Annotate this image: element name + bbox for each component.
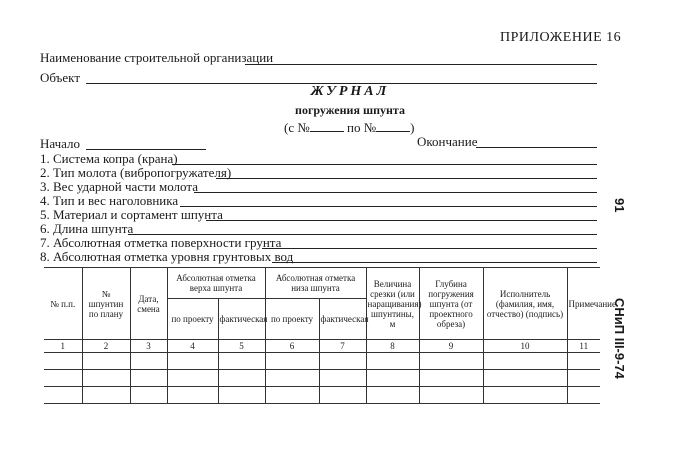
appendix-label: ПРИЛОЖЕНИЕ 16: [500, 30, 622, 45]
col-number: 3: [130, 340, 167, 353]
col-number: 11: [567, 340, 600, 353]
journal-title: ЖУРНАЛ: [310, 84, 390, 99]
item-4: 4. Тип и вес наголовника: [40, 193, 179, 208]
range-mid: по №: [347, 120, 377, 135]
col-number: 4: [167, 340, 218, 353]
header-top-group: Абсолютная отметка верха шпунта: [167, 268, 265, 299]
col-number: 7: [319, 340, 366, 353]
col-number: 9: [419, 340, 483, 353]
col-number: 6: [265, 340, 319, 353]
item-1-line[interactable]: [172, 164, 597, 165]
org-label: Наименование строительной организации: [40, 50, 274, 65]
side-page-number: 91: [612, 198, 627, 213]
col-number: 8: [366, 340, 419, 353]
header-bottom-design: по проекту: [265, 299, 319, 340]
col-number: 10: [483, 340, 567, 353]
header-top-design: по проекту: [167, 299, 218, 340]
col-number: 1: [44, 340, 82, 353]
header-depth: Глубина погружения шпунта (от проектного обреза): [419, 268, 483, 340]
header-date: Дата, смена: [130, 268, 167, 340]
col-number: 2: [82, 340, 130, 353]
item-5-line[interactable]: [206, 220, 597, 221]
journal-table: [44, 267, 616, 404]
journal-subtitle: погружения шпунта: [295, 103, 405, 117]
range-open: (с №: [284, 120, 310, 135]
item-4-line[interactable]: [180, 206, 597, 207]
item-2: 2. Тип молота (вибропогружателя): [40, 165, 232, 180]
item-7: 7. Абсолютная отметка поверхности грунта: [40, 235, 282, 250]
header-bottom-group: Абсолютная отметка низа шпунта: [265, 268, 366, 299]
range-from-blank[interactable]: [310, 120, 344, 132]
col-number: 5: [218, 340, 265, 353]
header-pile-num: № шпунтин по плану: [82, 268, 130, 340]
org-line[interactable]: [245, 64, 597, 65]
table-row: [44, 353, 600, 370]
item-5: 5. Материал и сортамент шпунта: [40, 207, 223, 222]
item-7-line[interactable]: [262, 248, 597, 249]
header-top-actual: фактическая: [218, 299, 265, 340]
end-label: Окончание: [417, 134, 478, 149]
header-num: № п.п.: [44, 268, 82, 340]
start-line[interactable]: [86, 149, 206, 150]
header-bottom-actual: фактическая: [319, 299, 366, 340]
header-note: Примечание: [567, 268, 600, 340]
item-3-line[interactable]: [194, 192, 597, 193]
item-3: 3. Вес ударной части молота: [40, 179, 198, 194]
item-1: 1. Система копра (крана): [40, 151, 178, 166]
header-cut: Величина срезки (или наращивания) шпунтины, м: [366, 268, 419, 340]
item-2-line[interactable]: [216, 178, 597, 179]
header-executor: Исполнитель (фамилия, имя, отчество) (подпись): [483, 268, 567, 340]
range-line: [284, 120, 414, 136]
item-6: 6. Длина шпунта: [40, 221, 134, 236]
range-to-blank[interactable]: [376, 120, 410, 132]
start-label: Начало: [40, 136, 81, 151]
range-close: ): [410, 120, 415, 135]
item-8: 8. Абсолютная отметка уровня грунтовых вод: [40, 249, 294, 264]
table-row: [44, 370, 600, 387]
end-line[interactable]: [476, 147, 597, 148]
object-label: Объект: [40, 70, 80, 85]
side-code: СНиП III-9-74: [612, 298, 627, 379]
item-8-line[interactable]: [272, 262, 597, 263]
table-row: [44, 387, 600, 404]
